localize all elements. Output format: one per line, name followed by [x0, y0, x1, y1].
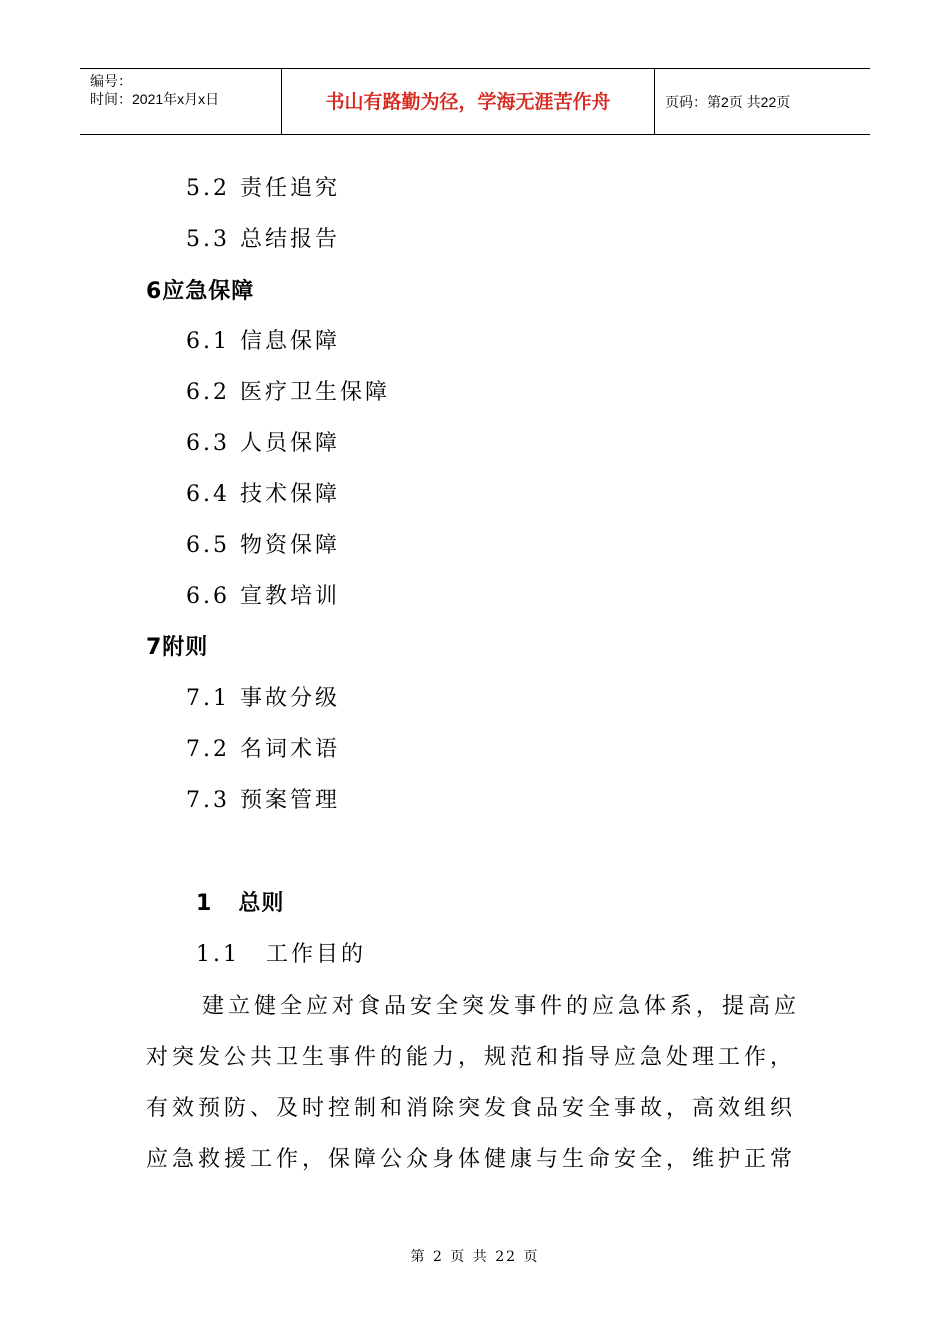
toc-item-6-5: 6.5 物资保障 [186, 533, 340, 558]
toc-section-6: 6应急保障 [146, 279, 255, 304]
heading-general-number: 1 [196, 891, 213, 916]
body-paragraph: 建立健全应对食品安全突发事件的应急体系，提高应对突发公共卫生事件的能力，规范和指导应急处理工作，有效预防、及时控制和消除突发食品安全事故，高效组织应急救援工作，保障公众身体健康与生命安全，维护正常 [146, 994, 801, 1172]
heading-work-purpose [196, 940, 366, 970]
toc-item-6-1: 6.1 信息保障 [186, 329, 340, 354]
header-page-label: 页码：第2页 共22页 [665, 94, 791, 110]
heading-work-purpose-text: 工作目的 [266, 942, 367, 967]
toc-item-7-1: 7.1 事故分级 [186, 686, 340, 711]
toc-item-5-3: 5.3 总结报告 [186, 227, 340, 252]
page-header [80, 68, 870, 135]
toc-item-6-4: 6.4 技术保障 [186, 482, 340, 507]
toc-section-7: 7附则 [146, 635, 209, 660]
toc-item-7-3: 7.3 预案管理 [186, 788, 340, 813]
header-time-label: 时间：2021年x月x日 [90, 91, 220, 107]
toc-item-5-2: 5.2 责任追究 [186, 176, 340, 201]
toc-item-6-2: 6.2 医疗卫生保障 [186, 380, 390, 405]
toc-item-6-3: 6.3 人员保障 [186, 431, 340, 456]
heading-general-text: 总则 [238, 891, 285, 916]
header-meta [80, 69, 282, 134]
header-number-label: 编号： [90, 73, 132, 89]
header-motto: 书山有路勤为径，学海无涯苦作舟 [282, 69, 655, 134]
heading-work-purpose-number: 1.1 [196, 942, 240, 967]
heading-general [196, 889, 284, 919]
page-footer: 第 2 页 共 22 页 [410, 1249, 540, 1265]
toc-item-6-6: 6.6 宣教培训 [186, 584, 340, 609]
toc-item-7-2: 7.2 名词术语 [186, 737, 340, 762]
